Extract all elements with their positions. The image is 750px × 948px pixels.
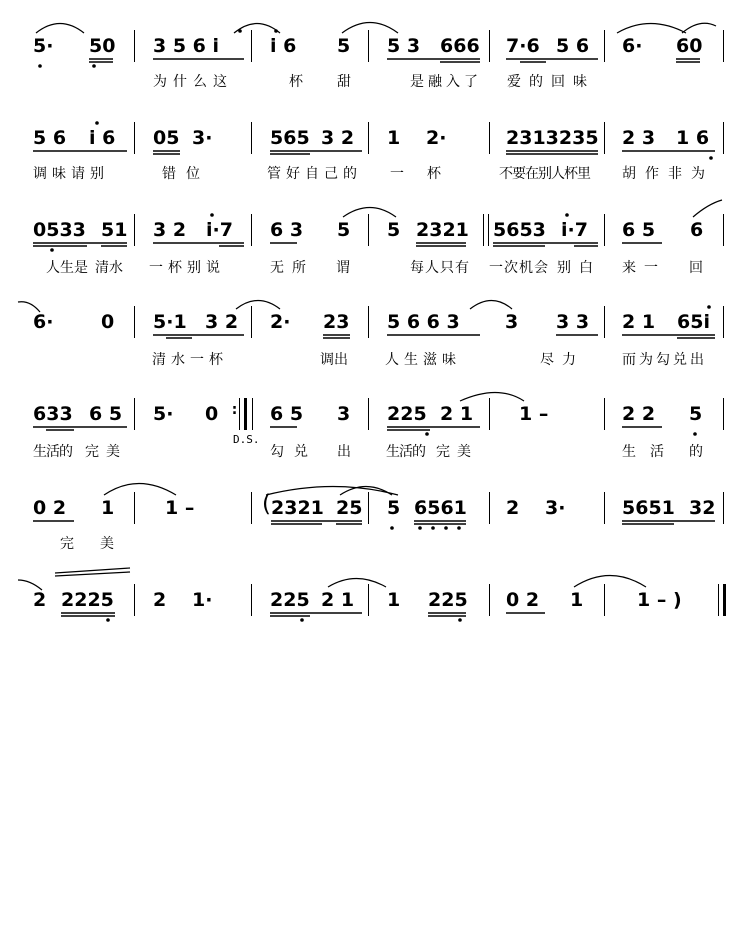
note-group: 5·: [153, 403, 174, 425]
note-group: 225: [387, 403, 427, 425]
lyric: 胡作非为: [622, 166, 714, 182]
note-group: 2321: [271, 497, 324, 519]
note-group: 565: [270, 127, 310, 149]
note-group: 6·: [622, 35, 643, 57]
note-group: 3 3: [556, 311, 590, 333]
note-group: i·7: [561, 219, 588, 241]
open-paren: (: [262, 491, 271, 517]
note-group: 2225: [61, 589, 114, 611]
note-group: 2 3: [622, 127, 656, 149]
note-group: 23: [323, 311, 350, 333]
note-group: 50: [89, 35, 116, 57]
note-group: 6 3: [270, 219, 304, 241]
note-group: 6 5: [622, 219, 656, 241]
note-group: i 6: [270, 35, 297, 57]
note-group: 6: [690, 219, 704, 241]
note-group: 5 3: [387, 35, 421, 57]
note-group: 225: [270, 589, 310, 611]
note-group: 5·1: [153, 311, 187, 333]
note-group: 2: [33, 589, 47, 611]
lyric: 杯: [289, 74, 303, 90]
note-group: 2 2: [622, 403, 656, 425]
note-group: 1 –: [165, 497, 195, 519]
note-group: 1: [387, 127, 401, 149]
note-group: 3·: [192, 127, 213, 149]
note-group: 5: [387, 219, 401, 241]
note-group: 3 2: [153, 219, 187, 241]
note-group: 2313235: [506, 127, 599, 149]
note-group: 5 6: [556, 35, 590, 57]
lyric: 人生滋味: [385, 352, 461, 368]
note-group: 32: [689, 497, 716, 519]
lyric: 完美: [85, 444, 127, 460]
note-group: 2·: [270, 311, 291, 333]
note-group: 7·6: [506, 35, 540, 57]
lyric: 错位: [162, 166, 210, 182]
note-group: 5: [387, 497, 401, 519]
lyric: 而为勾兑出: [622, 352, 707, 368]
lyric: 清水: [95, 260, 123, 276]
note-group: 6 5: [270, 403, 304, 425]
lyric: 一: [390, 166, 404, 182]
note-group: 0533: [33, 219, 86, 241]
lyric: 爱的回味: [507, 74, 595, 90]
underlines: [33, 59, 715, 616]
note-group: 60: [676, 35, 703, 57]
lyric: 生活的: [386, 444, 425, 460]
note-group: 2: [153, 589, 167, 611]
note-group: 3 2: [205, 311, 239, 333]
note-group: 5·: [33, 35, 54, 57]
note-group: 6561: [414, 497, 467, 519]
note-group: 1·: [192, 589, 213, 611]
note-group: 0 2: [33, 497, 67, 519]
lyric: 生: [622, 444, 636, 460]
note-group: 2 1: [321, 589, 355, 611]
note-group: 5 6: [33, 127, 67, 149]
note-group: 3 5 6 i: [153, 35, 220, 57]
lyric: 管好自己的: [267, 166, 362, 182]
note-group: 1: [101, 497, 115, 519]
note-group: 0: [205, 403, 219, 425]
note-group: 2·: [426, 127, 447, 149]
slurs: [18, 23, 722, 591]
note-group: 225: [428, 589, 468, 611]
lyric: 别白: [557, 260, 601, 276]
note-group: 3: [337, 403, 351, 425]
da-segno-mark: D.S.: [233, 433, 260, 446]
lyric: 清水一杯: [152, 352, 228, 368]
note-group: 0: [101, 311, 115, 333]
lyric: 每人只有: [410, 260, 470, 276]
lyric: 活: [650, 444, 664, 460]
note-group: 2321: [416, 219, 469, 241]
note-group: 1 –: [519, 403, 549, 425]
note-group: 5: [337, 219, 351, 241]
lyric: 甜: [337, 74, 351, 90]
note-group: 51: [101, 219, 128, 241]
note-group: i 6: [89, 127, 116, 149]
lyric: 是融入了: [410, 74, 482, 90]
lyric: 无所: [270, 260, 314, 276]
note-group: 5: [337, 35, 351, 57]
lyric: 回: [689, 260, 703, 276]
note-group: 666: [440, 35, 480, 57]
note-group: 6·: [33, 311, 54, 333]
note-group: 0 2: [506, 589, 540, 611]
note-group: 5 6 6 3: [387, 311, 460, 333]
note-group: 05: [153, 127, 180, 149]
lyric: 杯: [427, 166, 441, 182]
lyric: 调出: [320, 352, 348, 368]
note-group: 1 – ): [637, 589, 682, 611]
lyric: 调味请别: [33, 166, 109, 182]
lyric: 谓: [336, 260, 350, 276]
lyric: 勾兑: [270, 444, 318, 460]
note-group: 1: [387, 589, 401, 611]
lyric: 出: [337, 444, 351, 460]
note-group: 3: [505, 311, 519, 333]
note-group: 6 5: [89, 403, 123, 425]
repeat-dots: :: [230, 400, 240, 418]
note-group: 5653: [493, 219, 546, 241]
lyric: 一次机会: [489, 260, 549, 276]
note-group: 65i: [677, 311, 710, 333]
note-group: 3·: [545, 497, 566, 519]
note-group: 1: [570, 589, 584, 611]
lyric: 生活的: [33, 444, 72, 460]
note-group: 5651: [622, 497, 675, 519]
note-group: 25: [336, 497, 363, 519]
lyric: 来一: [622, 260, 666, 276]
lyric: 一杯别说: [149, 260, 225, 276]
note-group: 5: [689, 403, 703, 425]
lyric: 美: [100, 536, 114, 552]
note-group: 2 1: [622, 311, 656, 333]
lyric: 尽力: [540, 352, 584, 368]
note-group: 633: [33, 403, 73, 425]
note-group: 1 6: [676, 127, 710, 149]
note-group: 2 1: [440, 403, 474, 425]
note-group: 2: [506, 497, 520, 519]
note-group: 3 2: [321, 127, 355, 149]
lyric: 人生是: [46, 260, 88, 276]
lyric: 为什么这: [153, 74, 233, 90]
lyric: 的: [689, 444, 703, 460]
note-group: i·7: [206, 219, 233, 241]
octave-dots: [38, 29, 716, 622]
lyric: 完美: [436, 444, 478, 460]
lyric: 不要在别人杯里: [499, 166, 590, 182]
lyric: 完: [60, 536, 74, 552]
